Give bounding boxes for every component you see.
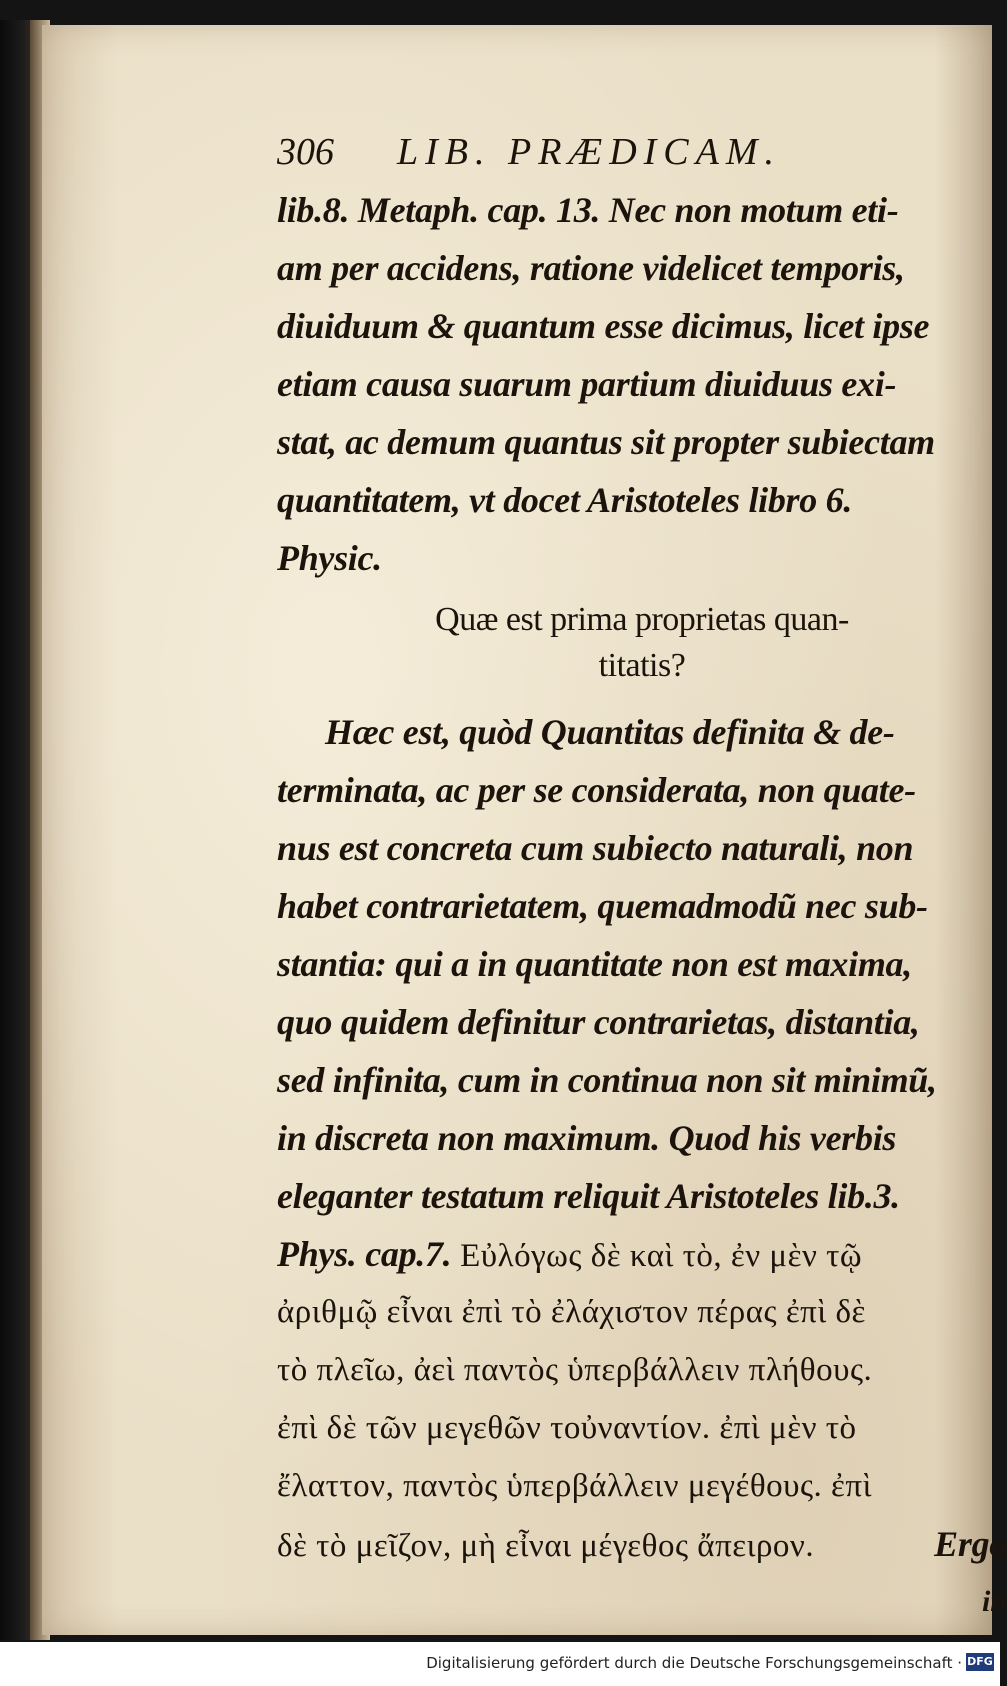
text-line: stat, ac demum quantus sit propter subiectam xyxy=(277,422,935,462)
text-line: quo quidem definitur contrarietas, distantia, xyxy=(277,1002,920,1042)
text-line: etiam causa suarum partium diuiduus exi- xyxy=(277,364,897,404)
text-line: nus est concreta cum subiecto naturali, non xyxy=(277,828,914,868)
catchword: in xyxy=(981,1585,1007,1618)
greek-line: ἔλαττον, παντὸς ὑπερβάλλειν μεγέθους. ἐπὶ xyxy=(277,1468,872,1504)
section-heading-line: titatis? xyxy=(598,647,686,684)
text-line: terminata, ac per se considerata, non quate- xyxy=(277,770,916,810)
text-line-greek-start xyxy=(277,1225,1007,1283)
closing-word: Ergo xyxy=(934,1524,1007,1564)
funding-credit: Digitalisierung gefördert durch die Deutsche Forschungsgemeinschaft · xyxy=(426,1654,962,1672)
citation: Phys. cap.7. xyxy=(277,1234,452,1274)
text-line: sed infinita, cum in continua non sit minimũ, xyxy=(277,1060,937,1100)
text-line: quantitatem, vt docet Aristoteles libro 6. xyxy=(277,480,853,520)
text-line: stantia: qui a in quantitate non est maxima, xyxy=(277,944,912,984)
paragraph-answer xyxy=(277,703,1007,1631)
book-page xyxy=(42,25,1007,1635)
text-line: am per accidens, ratione videlicet temporis, xyxy=(277,248,905,288)
greek-text: Εὐλόγως δὲ καὶ τὸ, ἐν μὲν τῷ xyxy=(460,1238,863,1274)
text-line-greek-end xyxy=(277,1515,1007,1573)
text-line: in discreta non maximum. Quod his verbis xyxy=(277,1118,897,1158)
page-number: 306 xyxy=(277,131,334,173)
dfg-logo-icon: DFG xyxy=(966,1653,994,1671)
greek-line: ἐπὶ δὲ τῶν μεγεθῶν τοὐναντίον. ἐπὶ μὲν τὸ xyxy=(277,1410,857,1446)
section-heading-line: Quæ est prima proprietas quan- xyxy=(435,601,849,638)
paragraph-continuation xyxy=(277,181,1007,587)
page-text xyxy=(277,123,1007,1631)
greek-text: δὲ τὸ μεῖζον, μὴ εἶναι μέγεθος ἄπειρον. xyxy=(277,1528,815,1564)
text-line: lib.8. Metaph. cap. 13. Nec non motum eti- xyxy=(277,190,899,230)
greek-line: ἀριθμῷ εἶναι ἐπὶ τὸ ἐλάχιστον πέρας ἐπὶ δὲ xyxy=(277,1294,866,1330)
text-line: diuiduum & quantum esse dicimus, licet ipse xyxy=(277,306,930,346)
running-header xyxy=(277,123,1007,181)
text-line: Physic. xyxy=(277,538,382,578)
text-line: habet contrarietatem, quemadmodũ nec sub- xyxy=(277,886,928,926)
text-line: Hæc est, quòd Quantitas definita & de- xyxy=(325,712,895,752)
running-title: LIB. PRÆDICAM. xyxy=(397,131,782,173)
text-line: eleganter testatum reliquit Aristoteles lib.3. xyxy=(277,1176,900,1216)
footer-bar xyxy=(0,1642,1000,1686)
greek-line: τὸ πλεῖω, ἀεὶ παντὸς ὑπερβάλλειν πλήθους. xyxy=(277,1352,873,1388)
